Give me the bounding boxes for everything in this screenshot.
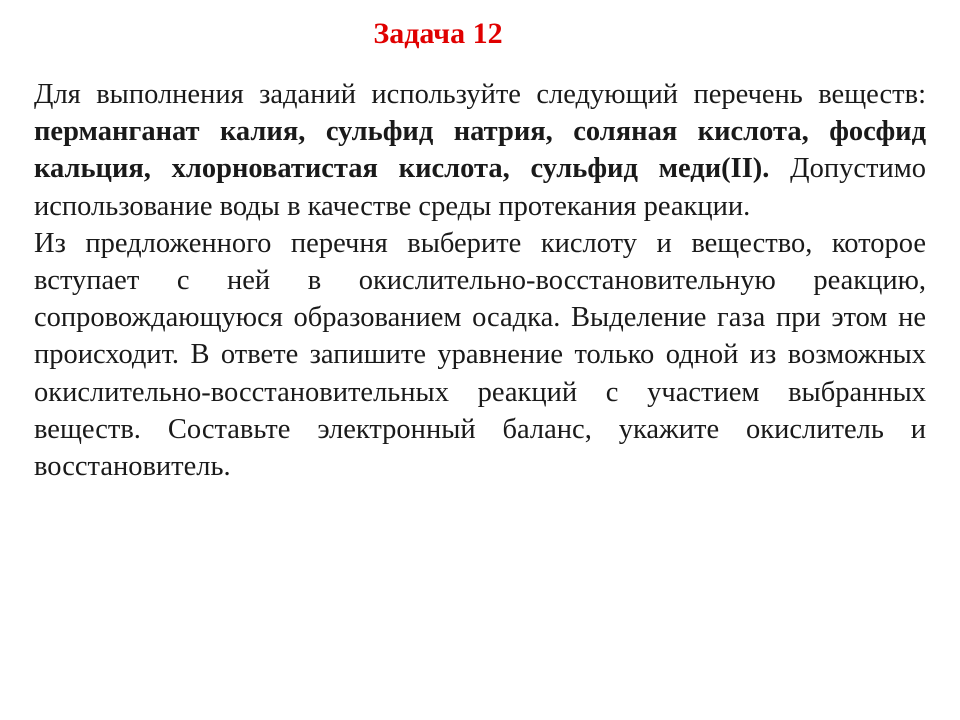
task-instructions-paragraph: Из предложенного перечня выберите кислоту и вещество, которое вступает с ней в окислительно-восстановительную реакцию, сопровождающуюся образованием осадка. Выделение газа при этом не происходит. В ответе запишите уравнение только одной из возможных окислительно-восстановительных реакций с участием выбранных веществ. Составьте электронный баланс, укажите окислитель и восстановитель. <box>34 227 926 483</box>
task-content <box>34 76 926 485</box>
water-note: Допустимо использование воды в качестве среды протекания реакции. <box>34 153 926 222</box>
task-title: Задача 12 <box>373 17 503 50</box>
substances-list: перманганат калия, сульфид натрия, соляная кислота, фосфид кальция, хлорноватистая кислота, сульфид меди(II). <box>34 116 926 185</box>
intro-text: Для выполнения заданий используйте следующий перечень веществ: <box>34 79 926 110</box>
task-intro-paragraph <box>34 76 926 225</box>
